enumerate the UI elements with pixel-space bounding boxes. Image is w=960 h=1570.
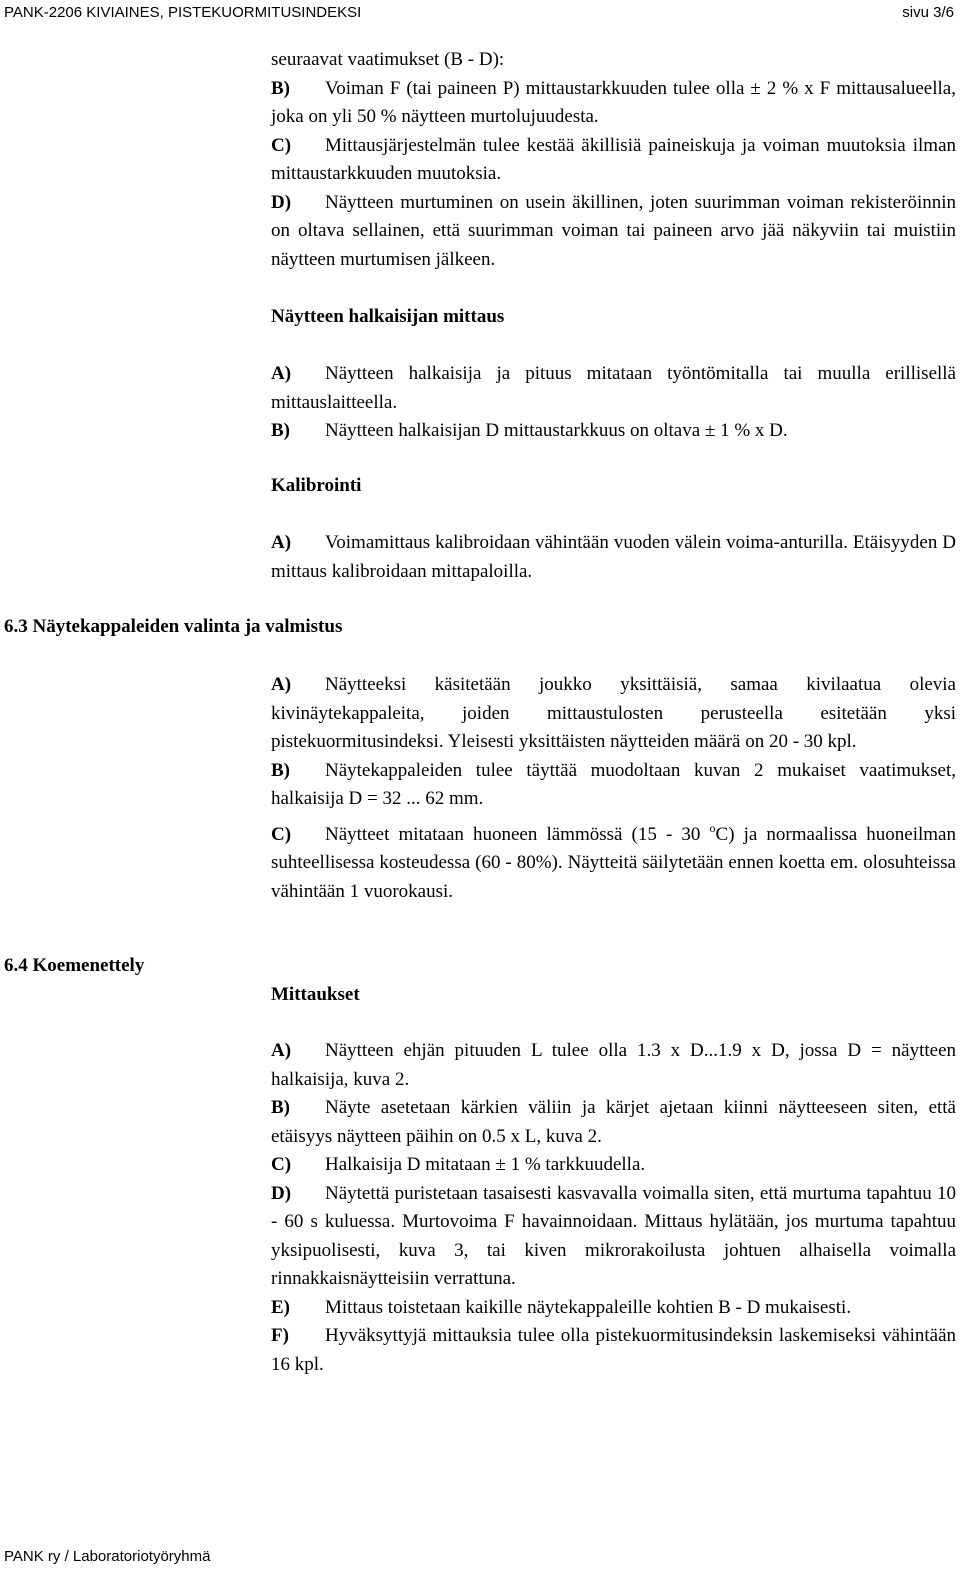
requirement-b: B) Voiman F (tai paineen P) mittaustarkkuuden tulee olla ± 2 % x F mittausalueella, joka on yli 50 % näytteen murtolujuudesta. bbox=[271, 77, 956, 127]
calibration-block bbox=[271, 529, 956, 586]
measurement-item-d: D) Näytettä puristetaan tasaisesti kasvavalla voimalla siten, että murtuma tapahtuu 10 - 60 s kuluessa. Murtovoima F havainnoidaan. Mittaus hylätään, jos murtuma tapahtuu yksipuolisesti, kuva 3, tai kiven mikrorakoilusta johtuen alhaisella voimalla rinnakkaisnäytteisiin verrattuna. bbox=[271, 1182, 956, 1289]
requirement-c: C) Mittausjärjestelmän tulee kestää äkillisiä paineiskuja ja voiman muutoksia ilman mittaustarkkuuden muutoksia. bbox=[271, 134, 956, 184]
measurement-item-e: E) Mittaus toistetaan kaikille näytekappaleille kohtien B - D mukaisesti. bbox=[271, 1296, 852, 1318]
section-6-3-item-b: B) Näytekappaleiden tulee täyttää muodoltaan kuvan 2 mukaiset vaatimukset, halkaisija D = 32 ... 62 mm. bbox=[271, 759, 956, 809]
section-6-3-block bbox=[271, 671, 956, 906]
diameter-block bbox=[271, 360, 956, 446]
section-heading-6-3: 6.3 Näytekappaleiden valinta ja valmistus bbox=[4, 616, 343, 637]
degree-superscript: o bbox=[709, 820, 716, 835]
measurements-block bbox=[271, 1037, 956, 1379]
measurement-item-c: C) Halkaisija D mitataan ± 1 % tarkkuudella. bbox=[271, 1154, 646, 1175]
page-number: sivu 3/6 bbox=[902, 4, 954, 21]
requirements-block bbox=[271, 46, 956, 274]
requirements-intro: seuraavat vaatimukset (B - D): bbox=[271, 49, 505, 70]
subheading-calibration: Kalibrointi bbox=[271, 475, 362, 496]
calibration-item-a: A) Voimamittaus kalibroidaan vähintään vuoden välein voima-anturilla. Etäisyyden D mittaus kalibroidaan mittapaloilla. bbox=[271, 532, 956, 582]
requirement-d: D) Näytteen murtuminen on usein äkillinen, joten suurimman voiman rekisteröinnin on oltava sellainen, että suurimman voiman tai paineen arvo jää näkyviin tai muistiin näytteen murtumisen jälkeen. bbox=[271, 191, 956, 270]
section-6-3-item-a: A) Näytteeksi käsitetään joukko yksittäisiä, samaa kivilaatua olevia kivinäytekappaleita, joiden mittaustulosten perusteella esitetään yksi pistekuormitusindeksi. Yleisesti yksittäisten näytteiden määrä on 20 - 30 kpl. bbox=[271, 674, 956, 752]
section-6-3-item-c: C) Näytteet mitataan huoneen lämmössä (15 - 30 $^o$C) ja normaalissa huoneilman suhteellisessa kosteudessa (60 - 80%). Näytteitä säilytetään ennen koetta em. olosuhteissa vähintään 1 vuorokausi. bbox=[271, 820, 956, 902]
subheading-measurements: Mittaukset bbox=[271, 984, 360, 1005]
diameter-item-a: A) Näytteen halkaisija ja pituus mitataan työntömitalla tai muulla erillisellä mittauslaitteella. bbox=[271, 363, 956, 413]
document-header-title: PANK-2206 KIVIAINES, PISTEKUORMITUSINDEKSI bbox=[4, 4, 362, 21]
measurement-item-b: B) Näyte asetetaan kärkien väliin ja kärjet ajetaan kiinni näytteeseen siten, että etäisyys näytteen päihin on 0.5 x L, kuva 2. bbox=[271, 1097, 956, 1147]
diameter-item-b: B) Näytteen halkaisijan D mittaustarkkuus on oltava ± 1 % x D. bbox=[271, 420, 788, 441]
document-footer: PANK ry / Laboratoriotyöryhmä bbox=[4, 1548, 211, 1565]
subheading-diameter: Näytteen halkaisijan mittaus bbox=[271, 306, 505, 327]
measurement-item-a: A) Näytteen ehjän pituuden L tulee olla 1.3 x D...1.9 x D, jossa D = näytteen halkaisija, kuva 2. bbox=[271, 1040, 956, 1090]
measurement-item-f: F) Hyväksyttyjä mittauksia tulee olla pistekuormitusindeksin laskemiseksi vähintään 16 kpl. bbox=[271, 1325, 956, 1375]
section-heading-6-4: 6.4 Koemenettely bbox=[4, 955, 145, 976]
